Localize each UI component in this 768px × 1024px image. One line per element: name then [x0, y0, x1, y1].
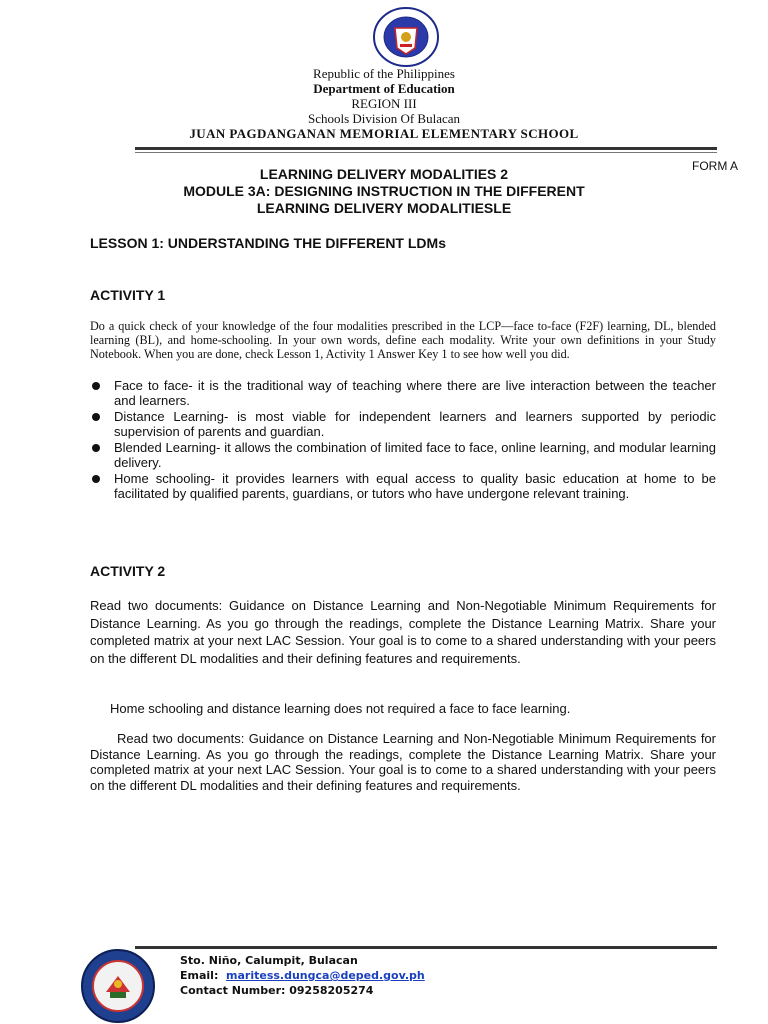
list-item: Face to face- it is the traditional way of teaching where there are live interaction between the teacher and learners.	[90, 378, 716, 408]
header-school: JUAN PAGDANGANAN MEMORIAL ELEMENTARY SCHOOL	[189, 126, 579, 141]
activity2-heading: ACTIVITY 2	[90, 563, 166, 579]
footer-address: Sto. Niño, Calumpit, Bulacan	[180, 954, 358, 967]
footer-email-label: Email:	[180, 969, 219, 982]
list-item: Home schooling- it provides learners with equal access to quality basic education at home to be facilitated by qualified parents, guardians, or tutors who have undergone relevant training.	[90, 471, 716, 501]
title-line-2: MODULE 3A: DESIGNING INSTRUCTION IN THE DIFFERENT	[183, 183, 585, 199]
lesson-heading: LESSON 1: UNDERSTANDING THE DIFFERENT LDMs	[90, 235, 446, 251]
school-logo-icon	[80, 948, 156, 1024]
list-item: Distance Learning- is most viable for independent learners and learners supported by periodic supervision of parents and guardian.	[90, 409, 716, 439]
header-republic: Republic of the Philippines	[313, 66, 455, 81]
activity2-paragraph: Read two documents: Guidance on Distance Learning and Non-Negotiable Minimum Requirements for Distance Learning. As you go through the readings, complete the Distance Learning Matrix. Share your completed matrix at your next LAC Session. Your goal is to come to a shared understanding with your peers on the different DL modalities and their defining features and requirements.	[90, 598, 716, 666]
footer-rule	[135, 946, 717, 949]
modality-list	[90, 378, 716, 502]
activity2-answer: Home schooling and distance learning does not required a face to face learning.	[110, 701, 571, 716]
footer-email-row	[180, 968, 425, 983]
form-label: FORM A	[692, 159, 739, 173]
footer-contact: Contact Number: 09258205274	[180, 984, 374, 997]
deped-seal-icon	[365, 6, 447, 68]
activity1-intro: Do a quick check of your knowledge of the four modalities prescribed in the LCP—face to-face (F2F) learning, DL, blended learning (BL), and home-schooling. In your own words, define each modality. Write your own definitions in your Study Notebook. When you are done, check Lesson 1, Activity 1 Answer Key 1 to see how well you did.	[90, 319, 716, 361]
title-line-1: LEARNING DELIVERY MODALITIES 2	[259, 166, 509, 182]
activity1-heading: ACTIVITY 1	[90, 287, 166, 303]
header-region: REGION III	[351, 96, 417, 111]
title-line-3: LEARNING DELIVERY MODALITIESLE	[256, 200, 512, 216]
header-rule	[135, 147, 717, 150]
list-item: Blended Learning- it allows the combination of limited face to face, online learning, and modular learning delivery.	[90, 440, 716, 470]
header-division: Schools Division Of Bulacan	[307, 111, 460, 126]
footer-email-link[interactable]: maritess.dungca@deped.gov.ph	[226, 969, 425, 982]
header-rule-thin	[135, 152, 717, 153]
activity2-paragraph-repeat: Read two documents: Guidance on Distance Learning and Non-Negotiable Minimum Requirements for Distance Learning. As you go through the readings, complete the Distance Learning Matrix. Share your completed matrix at your next LAC Session. Your goal is to come to a shared understanding with your peers on the different DL modalities and their defining features and requirements.	[90, 731, 716, 793]
header-department: Department of Education	[313, 81, 455, 96]
